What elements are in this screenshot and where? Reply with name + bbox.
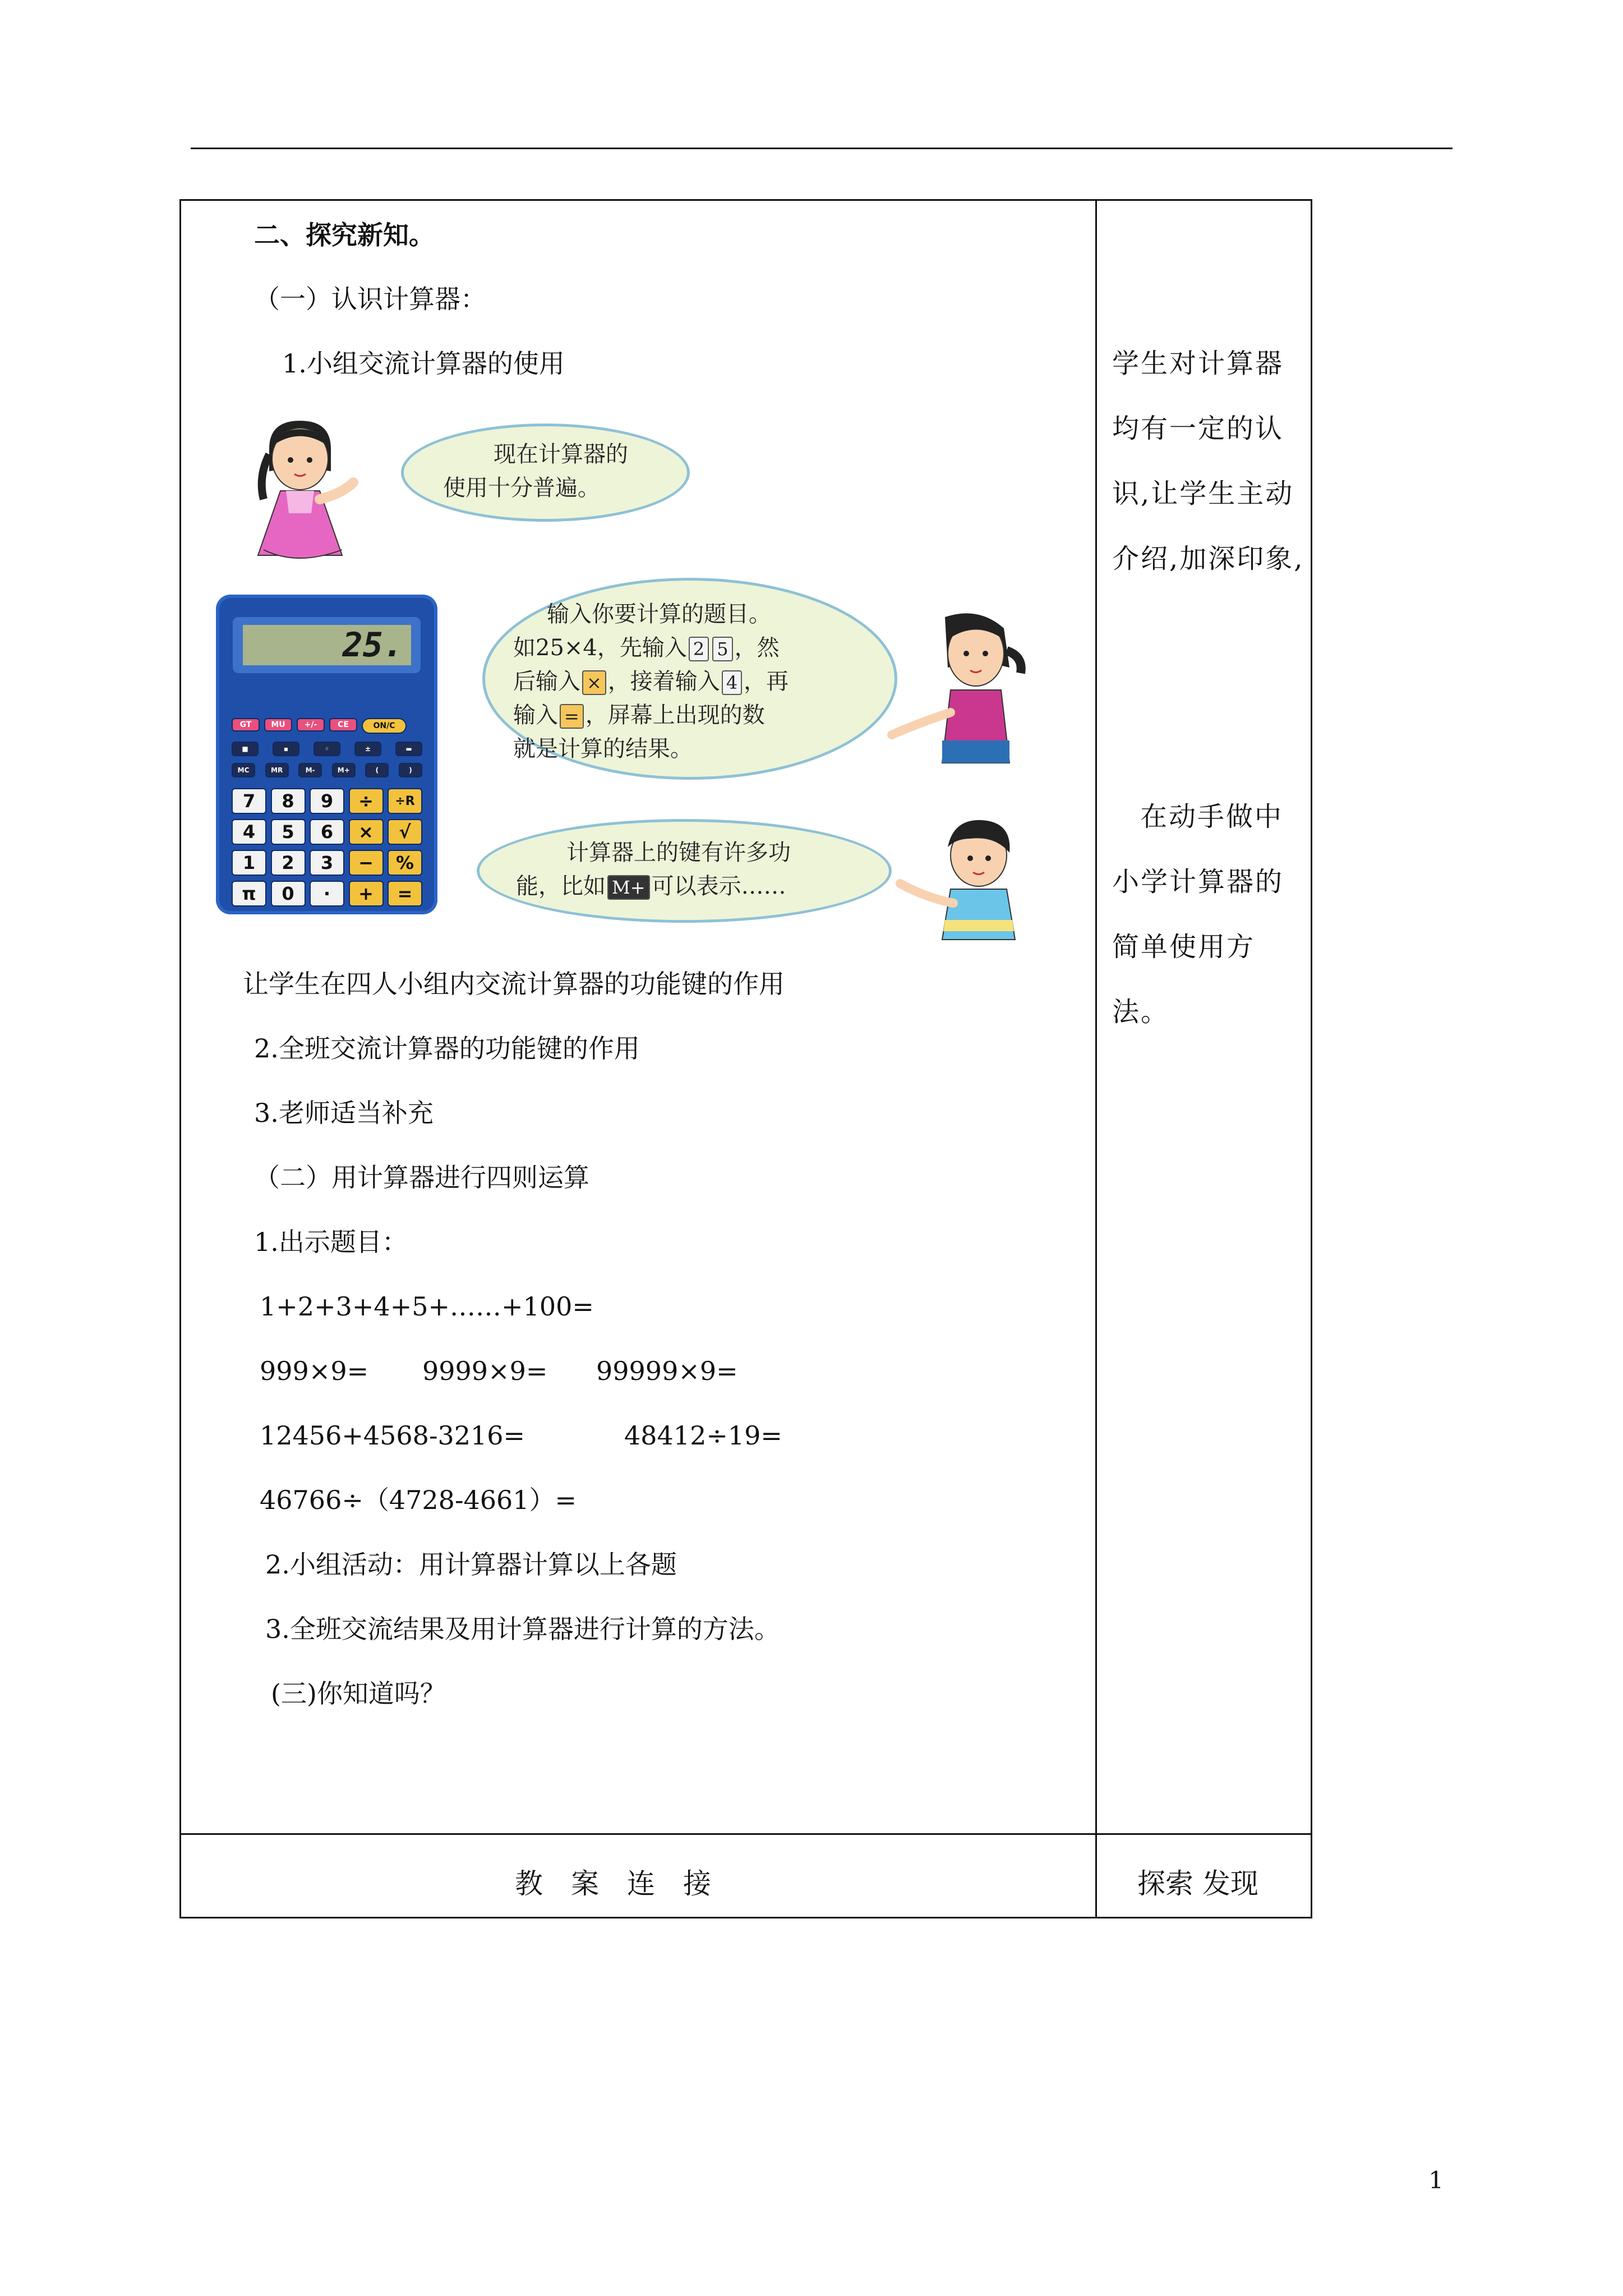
problem-add-sub: 12456+4568-3216= xyxy=(260,1420,525,1451)
do-you-know: (三)你知道吗？ xyxy=(271,1678,446,1709)
calculator-row-1: ■ ▪ ◦ ± ▬ xyxy=(232,742,422,756)
section-title: 二、探究新知。 xyxy=(254,220,435,250)
girl-illustration-1 xyxy=(247,415,381,567)
header-rule xyxy=(191,148,1453,149)
line-class-exchange: 2.全班交流计算器的功能键的作用 xyxy=(254,1033,640,1064)
item1-text: 1.小组交流计算器的使用 xyxy=(282,348,565,379)
footer-lesson-link: 教 案 连 接 xyxy=(515,1867,711,1900)
bubble-3-text: 计算器上的键有许多功 能，比如 M+ 可以表示…… xyxy=(516,840,791,899)
side-note-2: 在动手做中 小学计算器的 简单使用方法。 xyxy=(1112,801,1284,1028)
line-group-exchange: 让学生在四人小组内交流计算器的功能键的作用 xyxy=(243,969,785,999)
part2-heading: （二）用计算器进行四则运算 xyxy=(254,1162,589,1193)
bubble-1-text: 现在计算器的 使用十分普遍。 xyxy=(443,441,628,501)
footer-divider xyxy=(181,1833,1311,1835)
class-exchange-method: 3.全班交流结果及用计算器进行计算的方法。 xyxy=(265,1614,780,1644)
problem-sum: 1+2+3+4+5+……+100= xyxy=(260,1291,594,1322)
group-activity: 2.小组活动：用计算器计算以上各题 xyxy=(265,1549,677,1580)
calculator-row-3: 7 8 9 ÷ ÷R xyxy=(232,788,422,814)
key-times: × xyxy=(582,670,606,695)
part1-heading: （一）认识计算器： xyxy=(254,284,486,314)
page-number: 1 xyxy=(1428,2166,1444,2194)
boy-illustration xyxy=(886,813,1032,948)
footer-explore: 探索 发现 xyxy=(1137,1867,1258,1900)
calculator-row-0: GT MU +/- CE ON/C xyxy=(232,718,422,734)
calculator-row-2: MC MR M- M+ ( ) xyxy=(232,763,422,777)
column-divider xyxy=(1095,201,1097,1917)
problem-divide: 48412÷19= xyxy=(624,1420,782,1451)
calculator-display: 25. xyxy=(243,625,411,665)
calculator-row-6: π 0 · + = xyxy=(232,881,422,907)
key-4: 4 xyxy=(722,670,742,695)
problem-99999: 99999×9= xyxy=(596,1356,738,1386)
calculator-illustration xyxy=(216,595,437,914)
problem-999: 999×9= xyxy=(260,1356,369,1386)
key-5: 5 xyxy=(712,637,732,661)
calculator-row-4: 4 5 6 × √ xyxy=(232,819,422,845)
key-equals: = xyxy=(560,704,584,729)
line-teacher-supplement: 3.老师适当补充 xyxy=(254,1098,434,1128)
calculator-row-5: 1 2 3 − % xyxy=(232,850,422,876)
problem-9999: 9999×9= xyxy=(422,1356,548,1386)
show-problems: 1.出示题目： xyxy=(254,1227,408,1257)
key-m-plus: M+ xyxy=(607,875,650,900)
key-2: 2 xyxy=(689,637,709,661)
girl-illustration-2 xyxy=(883,606,1035,769)
problem-divide-paren: 46766÷（4728-4661）= xyxy=(260,1485,577,1515)
side-note-1: 学生对计算器 均有一定的认 识,让学生主动 介绍,加深印象, xyxy=(1112,348,1304,574)
bubble-2-text: 输入你要计算的题目。 如25×4，先输入 2 5 ，然 后输入 × ，接着输入 4 ，再 输入 = ，屏幕上出现的数 就是计算的结果。 xyxy=(513,601,789,762)
